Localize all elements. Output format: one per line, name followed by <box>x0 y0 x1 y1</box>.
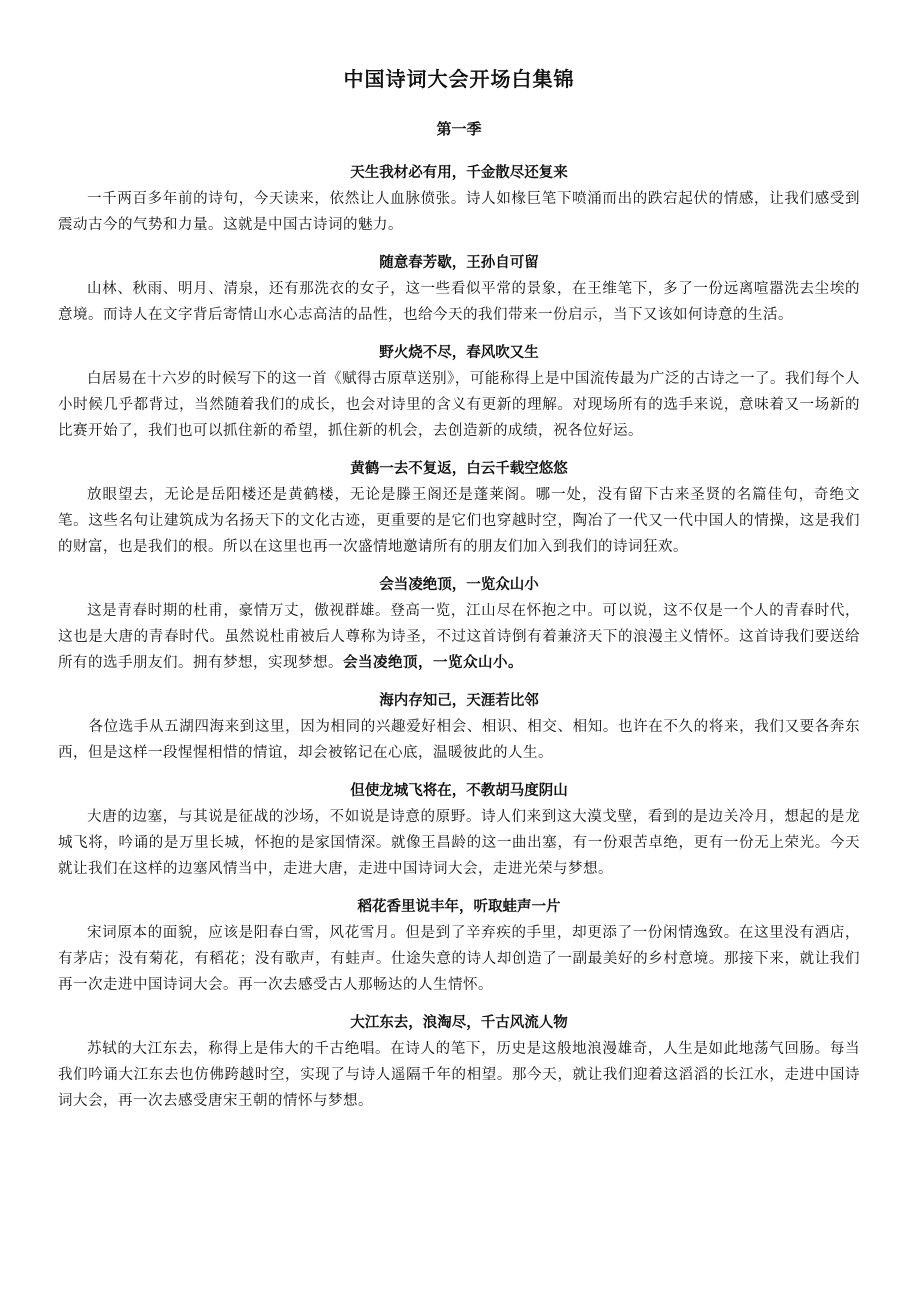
section-body: 各位选手从五湖四海来到这里，因为相同的兴趣爱好相会、相识、相交、相知。也许在不久的将来，我们又要各奔东西，但是这样一段惺惺相惜的情谊，却会被铭记在心底，温暖彼此的人生。 <box>58 719 860 761</box>
section-body: 大唐的边塞，与其说是征战的沙场，不如说是诗意的原野。诗人们来到这大漠戈壁，看到的是边关冷月，想起的是龙城飞将，吟诵的是万里长城，怀抱的是家国情深。就像王昌龄的这一曲出塞，有一份艰苦卓绝，更有一份无上荣光。今天就让我们在这样的边塞风情当中，走进大唐，走进中国诗词大会，走进光荣与梦想。 <box>58 809 860 877</box>
section-body: 白居易在十六岁的时候写下的这一首《赋得古原草送别》，可能称得上是中国流传最为广泛的古诗之一了。我们每个人小时候几乎都背过，当然随着我们的成长，也会对诗里的含义有更新的理解。对现场所有的选手来说，意味着又一场新的比赛开始了，我们也可以抓住新的希望，抓住新的机会，去创造新的成绩，祝各位好运。 <box>58 371 860 439</box>
section-heading: 但使龙城飞将在，不教胡马度阴山 <box>350 782 568 799</box>
section-1 <box>58 162 860 238</box>
section-4 <box>58 458 860 560</box>
section-body-emphasis: 会当凌绝顶，一览众山小。 <box>343 654 523 671</box>
section-body-text: 这是青春时期的杜甫，豪情万丈，傲视群雄。登高一览，江山尽在怀抱之中。可以说，这不仅是一个人的青春时代，这也是大唐的青春时代。虽然说杜甫被后人尊称为诗圣，不过这首诗倒有着兼济天下的浪漫主义情怀。这首诗我们要送给所有的选手朋友们。拥有梦想，实现梦想。 <box>58 603 860 671</box>
section-heading: 天生我材必有用，千金散尽还复来 <box>350 164 568 181</box>
section-body: 一千两百多年前的诗句，今天读来，依然让人血脉偾张。诗人如椽巨笔下喷涌而出的跌宕起伏的情感，让我们感受到震动古今的气势和力量。这就是中国古诗词的魅力。 <box>58 191 860 233</box>
section-3 <box>58 342 860 444</box>
section-6 <box>58 690 860 766</box>
section-heading: 野火烧不尽，春风吹又生 <box>379 344 539 361</box>
section-8 <box>58 896 860 998</box>
section-body: 宋词原本的面貌，应该是阳春白雪，风花雪月。但是到了辛弃疾的手里，却更添了一份闲情逸致。在这里没有酒店，有茅店；没有菊花，有稻花；没有歌声，有蛙声。仕途失意的诗人却创造了一副最美好的乡村意境。那接下来，就让我们再一次走进中国诗词大会。再一次去感受古人那畅达的人生情怀。 <box>58 925 860 993</box>
section-body: 放眼望去，无论是岳阳楼还是黄鹤楼，无论是滕王阁还是蓬莱阁。哪一处，没有留下古来圣贤的名篇佳句，奇绝文笔。这些名句让建筑成为名扬天下的文化古迹，更重要的是它们也穿越时空，陶冶了一代又一代中国人的情操，这是我们的财富，也是我们的根。所以在这里也再一次盛情地邀请所有的朋友们加入到我们的诗词狂欢。 <box>58 487 860 555</box>
section-heading: 海内存知己，天涯若比邻 <box>379 692 539 709</box>
season-title: 第一季 <box>436 120 482 138</box>
document-page <box>58 64 860 1128</box>
section-heading: 随意春芳歇，王孙自可留 <box>379 254 539 271</box>
section-body: 山林、秋雨、明月、清泉，还有那洗衣的女子，这一些看似平常的景象，在王维笔下，多了一份远离喧嚣洗去尘埃的意境。而诗人在文字背后寄情山水心志高洁的品性，也给今天的我们带来一份启示，当下又该如何诗意的生活。 <box>58 281 860 323</box>
section-7 <box>58 780 860 882</box>
section-heading: 会当凌绝顶，一览众山小 <box>379 576 539 593</box>
section-9 <box>58 1012 860 1114</box>
section-heading: 大江东去，浪淘尽，千古风流人物 <box>350 1014 568 1031</box>
section-heading: 稻花香里说丰年，听取蛙声一片 <box>357 898 561 915</box>
section-heading: 黄鹤一去不复返，白云千载空悠悠 <box>350 460 568 477</box>
section-body: 苏轼的大江东去，称得上是伟大的千古绝唱。在诗人的笔下，历史是这般地浪漫雄奇，人生是如此地荡气回肠。每当我们吟诵大江东去也仿佛跨越时空，实现了与诗人遥隔千年的相望。那今天，就让我们迎着这滔滔的长江水，走进中国诗词大会，再一次去感受唐宋王朝的情怀与梦想。 <box>58 1041 860 1109</box>
section-2 <box>58 252 860 328</box>
section-5 <box>58 574 860 676</box>
section-body-with-emphasis <box>58 598 860 676</box>
document-title: 中国诗词大会开场白集锦 <box>343 67 575 91</box>
